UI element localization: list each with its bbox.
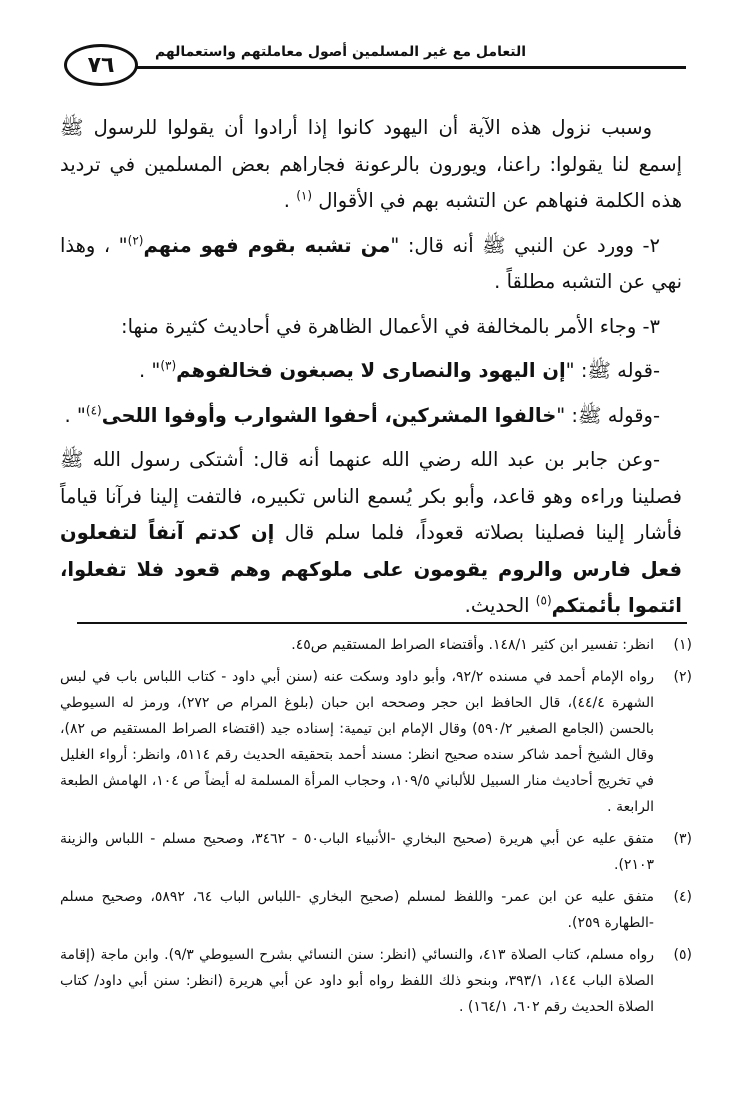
footnote (60, 632, 692, 658)
footnote (60, 942, 692, 1020)
paragraph-1 (60, 110, 682, 220)
footnote-number: (٢) (673, 669, 692, 685)
main-text (60, 110, 682, 633)
footnote-ref: (٣) (160, 358, 177, 373)
footnote-text: متفق عليه عن أبي هريرة (صحيح البخاري -الأنبياء الباب٥٠ - ٣٤٦٢، وصحيح مسلم - اللباس والزينة ٢١٠٣). (60, 831, 654, 873)
hadith-2 (60, 398, 682, 435)
footnote-number: (١) (673, 637, 692, 653)
paragraph-text: . (283, 189, 297, 212)
hadith-quote: خالفوا المشركين، أحفوا الشوارب وأوفوا اللحى (101, 403, 557, 427)
hadith-quote: إن اليهود والنصارى لا يصبغون فخالفوهم (176, 359, 566, 382)
paragraph-text: وسبب نزول هذه الآية أن اليهود كانوا إذا أرادوا أن يقولوا للرسول ﷺ إسمع لنا يقولوا: راعنا، ويورون بالرعونة فجاراهم بعض المسلمين في ترديد هذه الكلمة فنهاهم عن التشبه بهم في الأقوال (60, 116, 682, 212)
footnote-separator (77, 622, 687, 624)
hadith-quote: من تشبه بقوم فهو منهم (143, 233, 391, 257)
footnote-ref: (٢) (127, 233, 144, 247)
footnote (60, 884, 692, 936)
footnotes (60, 632, 692, 1026)
footnote-number: (٣) (673, 831, 692, 847)
paragraph-text: " ، وهذا نهي عن التشبه مطلقاً . (60, 233, 682, 293)
footnote-number: (٤) (673, 889, 692, 905)
paragraph-text: " . (64, 403, 86, 427)
footnote-text: متفق عليه عن ابن عمر- واللفظ لمسلم (صحيح البخاري -اللباس الباب ٦٤، ٥٨٩٢، وصحيح مسلم -الطهارة ٢٥٩). (60, 889, 655, 931)
paragraph-text: ٢- وورد عن النبي ﷺ أنه قال: " (390, 233, 661, 257)
footnote-text: رواه الإمام أحمد في مسنده ٩٢/٢، وأبو داود وسكت عنه (سنن أبي داود - كتاب اللباس باب في لبس الشهرة ٤٤/٤)، قال الحافظ ابن حجر وصححه ابن حبان (بلوغ المرام ص ٢٧٢)، ورمز له السيوطي بالحسن (الجامع الصغير ٥٩٠/٢) وقال الإمام ابن تيمية: إسناده جيد (اقتضاء الصراط المستقيم ص ٨٢)، وقال الشيخ أحمد شاكر سنده صحيح انظر: مسند أحمد بتحقيقه الحديث رقم ٥١١٤، وانظر: أرواء الغليل في تخريج أحاديث منار السبيل للألباني ١٠٩/٥، وحجاب المرأة المسلمة له أيضاً ص ١٠٤، الهامش الطبعة الرابعة . (60, 669, 655, 815)
hadith-3 (60, 442, 682, 625)
footnote (60, 664, 692, 820)
paragraph-text: -قوله ﷺ: " (565, 359, 660, 382)
footnote-number: (٥) (673, 947, 692, 963)
paragraph-text: الحديث. (464, 594, 536, 617)
footnote-ref: (١) (296, 188, 313, 203)
paragraph-text: -وعن جابر بن عبد الله رضي الله عنهما أنه قال: أشتكى رسول الله ﷺ فصلينا وراءه وهو قاعد، وأبو بكر يُسمع الناس تكبيره، فالتفت إلينا فرآنا قياماً فأشار إلينا فصلينا بصلاته قعوداً، فلما سلم قال (60, 448, 682, 544)
paragraph-3: ٣- وجاء الأمر بالمخالفة في الأعمال الظاهرة في أحاديث كثيرة منها: (121, 314, 660, 338)
footnote-text: رواه مسلم، كتاب الصلاة ٤١٣، والنسائي (انظر: سنن النسائي بشرح السيوطي ٩/٣). وابن ماجة (إقامة الصلاة الباب ١٤٤، ٣٩٣/١، وبنحو ذلك اللفظ رواه أبو داود عن أبي هريرة (انظر: سنن أبي داود/ كتاب الصلاة الحديث رقم ٦٠٢، ١٦٤/١) . (60, 947, 654, 1015)
paragraph-2 (60, 228, 682, 301)
header-rule (134, 66, 686, 69)
paragraph-text: " . (138, 359, 161, 382)
hadith-1 (60, 353, 682, 390)
page-number: ٧٦ (64, 44, 138, 86)
footnote-ref: (٤) (85, 403, 102, 417)
running-header (64, 42, 686, 98)
hadith-quote: إن كدتم آنفاً لتفعلون فعل فارس والروم يقومون على ملوكهم وهم قعود فلا تفعلوا، ائتموا بأئمتكم (60, 521, 682, 617)
footnote-text: انظر: تفسير ابن كثير ١٤٨/١. وأقتضاء الصراط المستقيم ص٤٥. (291, 637, 654, 653)
paragraph-text: -وقوله ﷺ: " (556, 403, 660, 427)
running-title: التعامل مع غير المسلمين أصول معاملتهم واستعمالهم (154, 44, 526, 60)
footnote (60, 826, 692, 878)
footnote-ref: (٥) (535, 593, 552, 608)
